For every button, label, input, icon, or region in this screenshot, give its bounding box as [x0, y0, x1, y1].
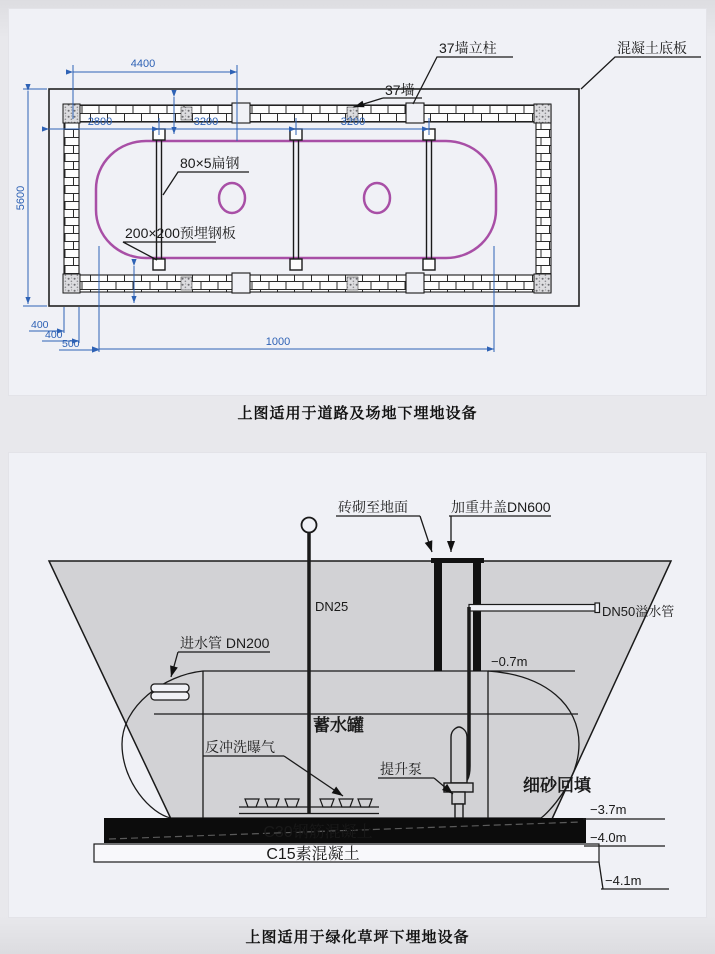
pier-speckle [347, 277, 358, 290]
corner-pier [63, 274, 80, 293]
embedded-plate-label: 200×200预埋钢板 [125, 225, 236, 241]
level-3.7: −3.7m [590, 802, 627, 817]
plan-view-drawing [9, 9, 708, 397]
corner-pier [534, 274, 551, 293]
dim-3200-a: 3200 [193, 116, 219, 128]
dim-4400: 4400 [130, 58, 156, 70]
inlet-pipe [151, 684, 189, 700]
dim-1000: 1000 [265, 336, 291, 348]
embedded-plate [290, 259, 302, 270]
dn25-label: DN25 [315, 599, 349, 614]
plan-view-panel [8, 8, 707, 396]
section-view-drawing [9, 453, 708, 919]
pier-speckle [181, 277, 192, 290]
dim-5600: 5600 [15, 185, 27, 211]
c30-label: C30钢筋混凝土 [263, 824, 373, 841]
inlet-pipe-label: 进水管 DN200 [180, 635, 270, 651]
dn50-overflow-label: DN50溢水管 [602, 604, 675, 619]
dim-500: 500 [62, 338, 80, 350]
level-4.1: −4.1m [605, 873, 642, 888]
c15-label: C15素混凝土 [266, 846, 360, 863]
embedded-plate [153, 259, 165, 270]
dim-3200-b: 3200 [340, 116, 366, 128]
wall-label: 37墙 [385, 82, 415, 98]
embedded-plate [423, 259, 435, 270]
sand-backfill-label: 细砂回填 [523, 776, 591, 795]
wall-column [232, 103, 250, 123]
concrete-base-label: 混凝土底板 [617, 40, 687, 56]
level-0.7: −0.7m [491, 654, 528, 669]
section-view-caption: 上图适用于绿化草坪下埋地设备 [245, 929, 470, 946]
dim-2800: 2800 [87, 116, 113, 128]
plan-view-caption: 上图适用于道路及场地下埋地设备 [237, 405, 478, 422]
wall-column [406, 273, 424, 293]
corner-pier [63, 104, 80, 123]
level-4.0: −4.0m [590, 830, 627, 845]
corner-pier [534, 104, 551, 123]
backwash-label: 反冲洗曝气 [205, 739, 275, 755]
flat-steel-label: 80×5扁钢 [180, 155, 240, 171]
wall-column [406, 103, 424, 123]
dim-400-b: 400 [45, 329, 63, 341]
tank-label: 蓄水罐 [313, 716, 364, 735]
wall-column-label: 37墙立柱 [439, 40, 497, 56]
brick-to-ground-label: 砖砌至地面 [338, 499, 408, 515]
manhole-cover-label: 加重井盖DN600 [451, 499, 551, 515]
lift-pump-label: 提升泵 [380, 761, 422, 777]
wall-column [232, 273, 250, 293]
pier-speckle [181, 107, 192, 120]
section-view-panel [8, 452, 707, 918]
dim-400-a: 400 [31, 319, 49, 331]
